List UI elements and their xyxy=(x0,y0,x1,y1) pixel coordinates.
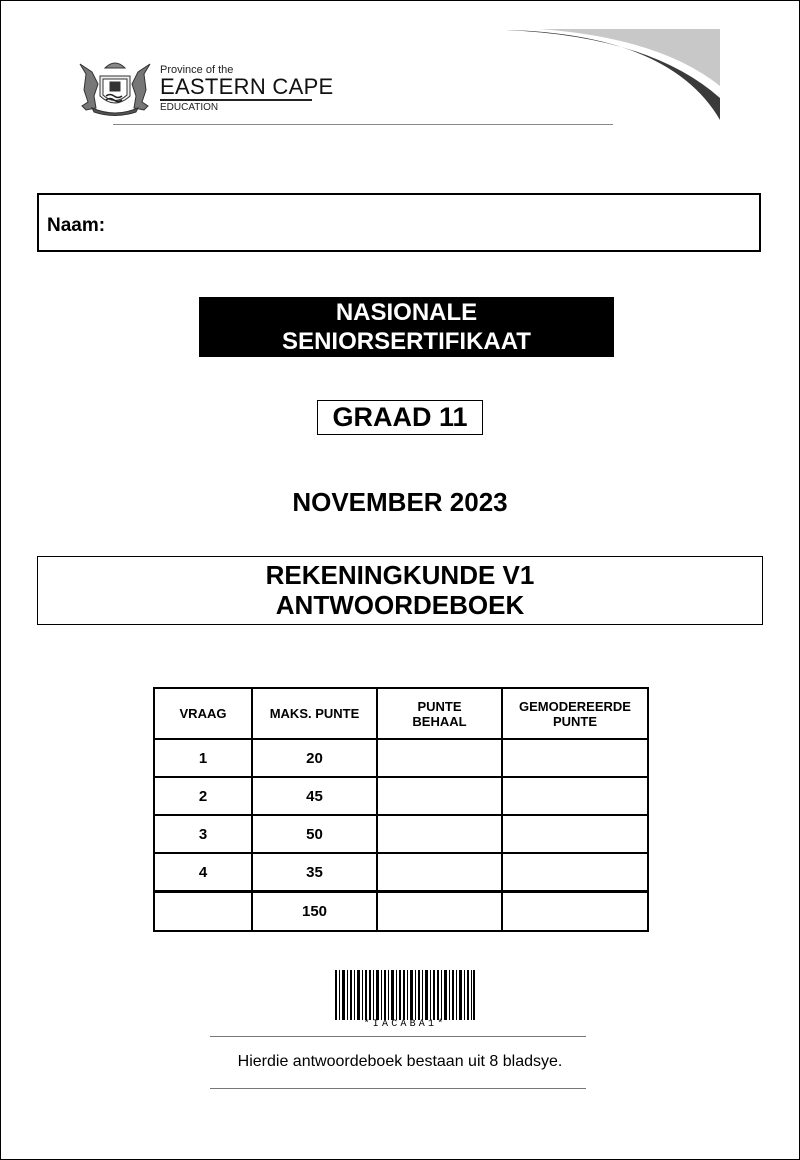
table-row xyxy=(154,815,648,853)
name-field[interactable] xyxy=(37,193,761,252)
header-divider xyxy=(113,124,613,125)
province-name: EASTERN CAPE xyxy=(160,74,334,99)
total-max-marks: 150 xyxy=(252,892,377,932)
max-marks: 20 xyxy=(252,739,377,777)
subject-line-2: ANTWOORDEBOEK xyxy=(275,590,525,620)
question-number: 2 xyxy=(154,777,252,815)
footer-rule-top xyxy=(210,1036,586,1037)
header-moderated-marks: GEMODEREERDE PUNTE xyxy=(502,688,648,739)
barcode-text: *IACABA1* xyxy=(363,1019,447,1030)
moderated-marks-cell[interactable] xyxy=(502,739,648,777)
coat-of-arms-icon xyxy=(72,56,158,116)
table-header-row xyxy=(154,688,648,739)
question-number: 1 xyxy=(154,739,252,777)
max-marks: 35 xyxy=(252,853,377,892)
name-label: Naam: xyxy=(47,215,106,236)
moderated-marks-cell[interactable] xyxy=(502,853,648,892)
table-row xyxy=(154,739,648,777)
table-row xyxy=(154,853,648,892)
max-marks: 50 xyxy=(252,815,377,853)
total-label xyxy=(154,892,252,932)
moderated-marks-cell[interactable] xyxy=(502,777,648,815)
marks-obtained-cell[interactable] xyxy=(377,815,502,853)
total-obtained-cell[interactable] xyxy=(377,892,502,932)
marks-table xyxy=(153,687,649,932)
header-marks-obtained: PUNTE BEHAAL xyxy=(377,688,502,739)
header-question: VRAAG xyxy=(154,688,252,739)
grade-label: GRAAD 11 xyxy=(317,400,483,435)
moderated-marks-cell[interactable] xyxy=(502,815,648,853)
marks-obtained-cell[interactable] xyxy=(377,777,502,815)
province-logotype xyxy=(160,64,334,114)
banner-line-2: SENIORSERTIFIKAAT xyxy=(282,328,531,355)
page-count-note: Hierdie antwoordeboek bestaan uit 8 bladsye. xyxy=(237,1053,563,1070)
max-marks: 45 xyxy=(252,777,377,815)
question-number: 3 xyxy=(154,815,252,853)
table-row xyxy=(154,777,648,815)
swoosh-graphic xyxy=(500,26,722,120)
barcode-icon xyxy=(335,970,475,1020)
department-name: EDUCATION xyxy=(160,102,219,113)
subject-title xyxy=(37,556,763,625)
marks-obtained-cell[interactable] xyxy=(377,853,502,892)
banner-line-1: NASIONALE xyxy=(335,299,478,326)
marks-obtained-cell[interactable] xyxy=(377,739,502,777)
total-row xyxy=(154,892,648,932)
province-line: Province of the xyxy=(160,64,234,76)
footer-rule-bottom xyxy=(210,1088,586,1089)
total-moderated-cell[interactable] xyxy=(502,892,648,932)
certificate-banner xyxy=(199,297,614,357)
exam-date: NOVEMBER 2023 xyxy=(292,487,508,517)
subject-line-1: REKENINGKUNDE V1 xyxy=(265,560,535,590)
header-max-marks: MAKS. PUNTE xyxy=(252,688,377,739)
question-number: 4 xyxy=(154,853,252,892)
